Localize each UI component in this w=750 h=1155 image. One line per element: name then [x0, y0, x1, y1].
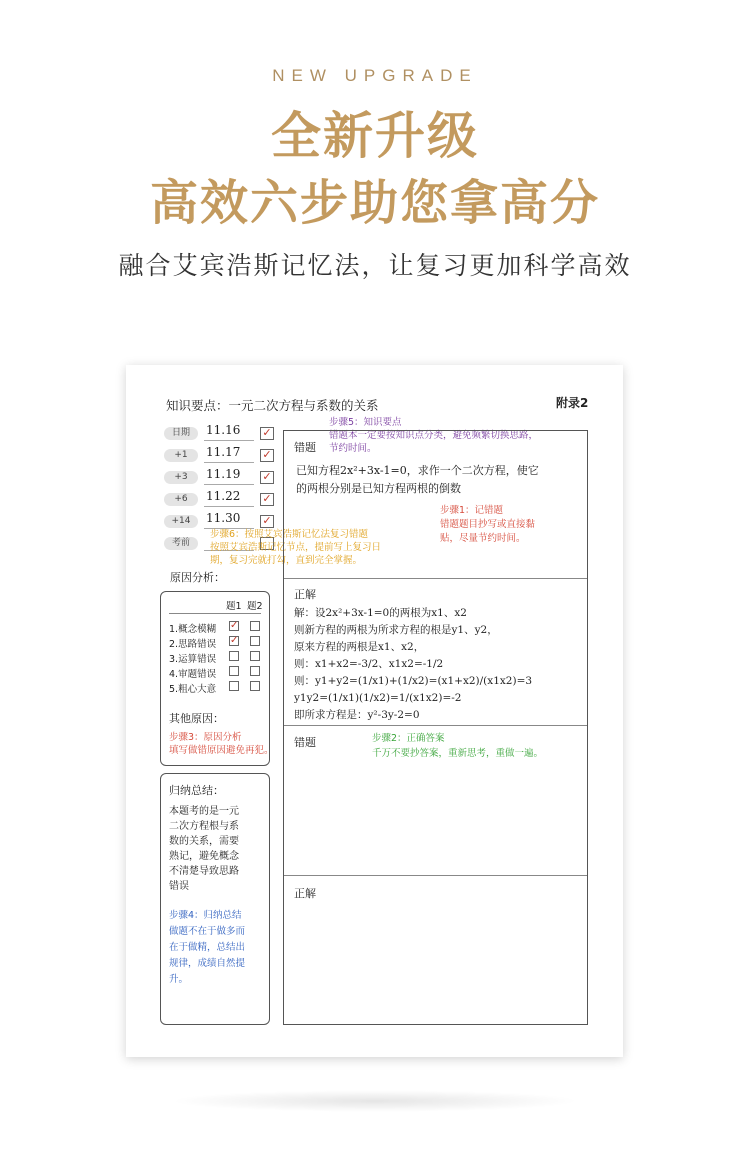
sheet-shadow [170, 1090, 580, 1112]
wrong-question-label-2: 错题 [294, 736, 316, 749]
schedule-date: 11.30 [206, 511, 241, 525]
cause-item: 5.粗心大意 [169, 684, 217, 695]
date-underline [204, 506, 254, 507]
checkbox-icon[interactable] [250, 651, 260, 661]
headline-title-line1: 全新升级 [271, 107, 479, 165]
check-mark-icon[interactable]: ✓ [230, 620, 239, 631]
summary-title: 归纳总结： [169, 784, 224, 797]
step3-note: 步骤3：原因分析 填写做错原因避免再犯。 [169, 732, 274, 756]
step6-note: 步骤6：按照艾宾浩斯记忆法复习错题 按照艾宾浩斯记忆节点，提前写上复习日 期，复习完就打勾，直到完全掌握。 [210, 529, 382, 566]
cause-item: 1.概念模糊 [169, 624, 217, 635]
answer-label-2: 正解 [294, 887, 316, 900]
cause-col-q1: 题1 [226, 601, 242, 612]
answer-label: 正解 [294, 588, 316, 601]
schedule-date: 11.22 [206, 489, 241, 503]
schedule-tag: +6 [164, 493, 198, 506]
appendix-label: 附录2 [556, 396, 589, 410]
divider [169, 613, 261, 614]
checkbox-icon[interactable] [250, 681, 260, 691]
other-causes-label: 其他原因： [169, 712, 224, 725]
summary-text: 本题考的是一元 二次方程根与系 数的关系，需要 熟记，避免概念 不清楚导致思路 错误 [169, 806, 239, 892]
wrong-question-label: 错题 [294, 441, 316, 454]
step5-note: 步骤5：知识要点 错题本一定要按知识点分类，避免频繁切换思路， 节约时间。 [329, 417, 539, 454]
check-mark-icon[interactable]: ✓ [260, 493, 274, 506]
check-mark-icon[interactable]: ✓ [260, 427, 274, 440]
tagline: NEW UPGRADE [272, 66, 478, 85]
notebook-sheet [126, 365, 623, 1057]
cause-item: 3.运算错误 [169, 654, 217, 665]
date-underline [204, 484, 254, 485]
step2-note: 步骤2：正确答案 千万不要抄答案，重新思考，重做一遍。 [372, 733, 544, 759]
knowledge-point-heading: 知识要点：一元二次方程与系数的关系 [166, 398, 379, 413]
date-underline [204, 462, 254, 463]
check-mark-icon[interactable]: ✓ [260, 449, 274, 462]
checkbox-icon[interactable] [250, 636, 260, 646]
schedule-tag: +1 [164, 449, 198, 462]
schedule-tag: +14 [164, 515, 198, 528]
checkbox-icon[interactable] [229, 666, 239, 676]
schedule-tag: 考前 [164, 537, 198, 550]
check-mark-icon[interactable]: ✓ [260, 515, 274, 528]
check-mark-icon[interactable]: ✓ [230, 635, 239, 646]
divider [284, 875, 587, 876]
step4-note: 步骤4：归纳总结 做题不在于做多而 在于做精，总结出 规律，成绩自然提 升。 [169, 910, 246, 985]
headline-title-line2: 高效六步助您拿高分 [149, 175, 600, 231]
checkbox-icon[interactable] [229, 651, 239, 661]
summary-box [160, 773, 270, 1025]
checkbox-icon[interactable] [250, 666, 260, 676]
wrong-question-panel [283, 430, 588, 1025]
checkbox-icon[interactable] [250, 621, 260, 631]
schedule-date: 11.17 [206, 445, 241, 459]
date-underline [204, 440, 254, 441]
cause-analysis-title: 原因分析： [170, 571, 225, 584]
cause-col-q2: 题2 [247, 601, 263, 612]
schedule-tag: +3 [164, 471, 198, 484]
step1-note: 步骤1：记错题 错题题目抄写或直接黏 贴，尽量节约时间。 [440, 505, 536, 544]
question-text: 已知方程2x²+3x-1=0，求作一个二次方程，使它 的两根分别是已知方程两根的倒数 [296, 464, 539, 495]
checkbox-icon[interactable] [229, 681, 239, 691]
divider [284, 725, 587, 726]
divider [284, 578, 587, 579]
solution-text: 解：设2x²+3x-1=0的两根为x1、x2 则新方程的两根为所求方程的根是y1、y2， 原来方程的两根是x1、x2， 则：x1+x2=-3/2、x1x2=-1/2 则：y1+y2=(1/x1)+(1/x2)=(x1+x2)/(x1x2)=3 y1y2=(1/x1)(1/x2)=1/(x1x2)=-2 即所求方程是：y²-3y-2=0 [294, 607, 533, 721]
schedule-tag: 日期 [164, 427, 198, 440]
cause-item: 2.思路错误 [169, 639, 217, 650]
headline-subtitle: 融合艾宾浩斯记忆法，让复习更加科学高效 [118, 251, 632, 280]
schedule-date: 11.19 [206, 467, 241, 481]
check-mark-icon[interactable]: ✓ [260, 471, 274, 484]
cause-analysis-box [160, 591, 274, 766]
cause-item: 4.审题错误 [169, 669, 217, 680]
schedule-date: 11.16 [206, 423, 241, 437]
